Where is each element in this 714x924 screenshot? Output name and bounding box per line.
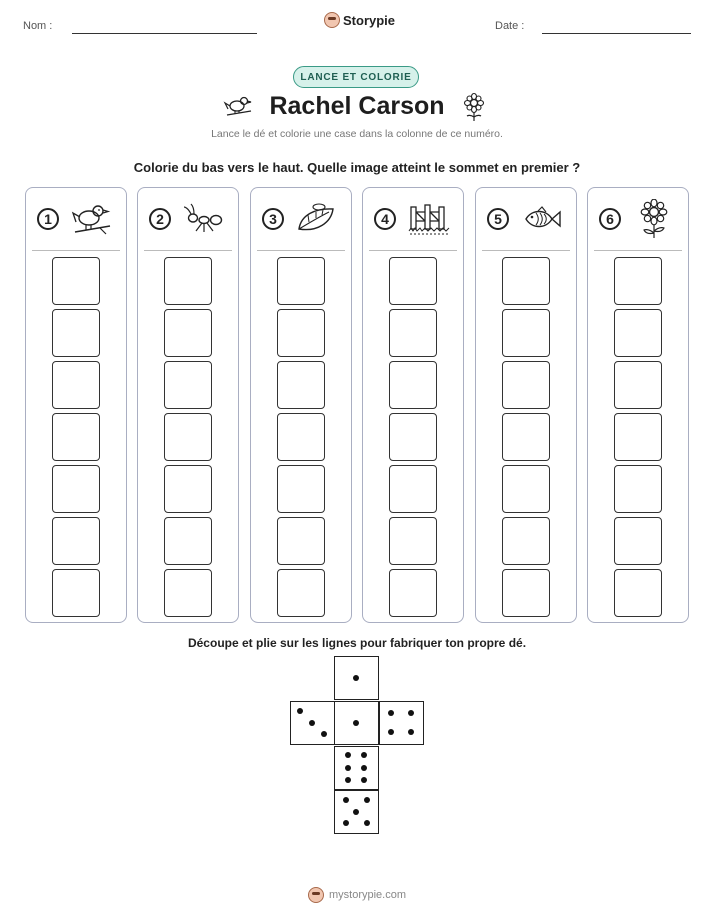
coloring-box[interactable]	[277, 413, 325, 461]
coloring-box[interactable]	[502, 413, 550, 461]
page-title: Rachel Carson	[269, 92, 445, 120]
column-1	[25, 187, 127, 623]
die-pip	[309, 720, 315, 726]
die-pip	[345, 777, 351, 783]
coloring-box[interactable]	[389, 361, 437, 409]
die-pip	[408, 729, 414, 735]
column-divider	[594, 250, 682, 251]
column-3	[250, 187, 352, 623]
column-number: 2	[149, 208, 171, 230]
die-pip	[361, 752, 367, 758]
game-instruction: Colorie du bas vers le haut. Quelle image atteint le sommet en premier ?	[133, 160, 581, 175]
coloring-box[interactable]	[277, 361, 325, 409]
flower-icon	[460, 92, 488, 122]
column-number: 3	[262, 208, 284, 230]
coloring-box[interactable]	[502, 309, 550, 357]
fence-icon	[407, 199, 451, 239]
coloring-box[interactable]	[52, 309, 100, 357]
coloring-box[interactable]	[614, 257, 662, 305]
coloring-box[interactable]	[389, 257, 437, 305]
die-pip	[345, 752, 351, 758]
coloring-box[interactable]	[52, 361, 100, 409]
name-label: Nom :	[23, 20, 53, 32]
column-4	[362, 187, 464, 623]
brand-logo	[324, 12, 395, 28]
die-face-6	[334, 746, 379, 790]
date-label: Date :	[495, 20, 525, 32]
column-2	[137, 187, 239, 623]
die-pip	[353, 675, 359, 681]
die-face-1	[334, 656, 379, 700]
die-pip	[353, 720, 359, 726]
die-pip	[364, 797, 370, 803]
coloring-box[interactable]	[277, 517, 325, 565]
column-5	[475, 187, 577, 623]
coloring-box[interactable]	[389, 569, 437, 617]
coloring-box[interactable]	[277, 465, 325, 513]
coloring-box[interactable]	[502, 361, 550, 409]
coloring-box[interactable]	[164, 465, 212, 513]
coloring-box[interactable]	[502, 517, 550, 565]
name-line[interactable]	[72, 33, 257, 34]
die-pip	[343, 820, 349, 826]
die-face-1	[334, 701, 379, 745]
column-number: 4	[374, 208, 396, 230]
storypie-logo-icon	[324, 12, 340, 28]
ant-icon	[182, 199, 226, 239]
storypie-logo-icon	[308, 887, 324, 903]
coloring-box[interactable]	[389, 517, 437, 565]
coloring-box[interactable]	[277, 257, 325, 305]
bird-icon	[70, 199, 114, 239]
coloring-box[interactable]	[52, 465, 100, 513]
die-pip	[361, 777, 367, 783]
die-face-5	[334, 790, 379, 834]
coloring-box[interactable]	[164, 413, 212, 461]
column-divider	[482, 250, 570, 251]
coloring-box[interactable]	[614, 465, 662, 513]
coloring-box[interactable]	[502, 465, 550, 513]
footer-url[interactable]: mystorypie.com	[328, 889, 407, 901]
coloring-box[interactable]	[389, 413, 437, 461]
die-pip	[361, 765, 367, 771]
die-instruction: Découpe et plie sur les lignes pour fabriquer ton propre dé.	[187, 636, 527, 650]
die-face-4	[379, 701, 424, 745]
subtitle: Lance le dé et colorie une case dans la colonne de ce numéro.	[211, 128, 503, 140]
die-pip	[388, 729, 394, 735]
die-pip	[364, 820, 370, 826]
die-pip	[408, 710, 414, 716]
leaf-icon	[295, 199, 339, 239]
coloring-box[interactable]	[164, 517, 212, 565]
coloring-box[interactable]	[52, 517, 100, 565]
footer	[0, 887, 714, 903]
coloring-box[interactable]	[277, 569, 325, 617]
die-face-3	[290, 701, 335, 745]
activity-badge: LANCE ET COLORIE	[293, 66, 419, 88]
coloring-box[interactable]	[164, 569, 212, 617]
die-pip	[297, 708, 303, 714]
coloring-box[interactable]	[614, 413, 662, 461]
die-pip	[345, 765, 351, 771]
die-pip	[321, 731, 327, 737]
coloring-box[interactable]	[502, 257, 550, 305]
coloring-box[interactable]	[164, 361, 212, 409]
coloring-box[interactable]	[614, 569, 662, 617]
flower-icon	[632, 199, 676, 239]
coloring-box[interactable]	[164, 257, 212, 305]
fish-icon	[520, 199, 564, 239]
coloring-box[interactable]	[52, 569, 100, 617]
die-pip	[388, 710, 394, 716]
column-number: 6	[599, 208, 621, 230]
coloring-box[interactable]	[614, 517, 662, 565]
coloring-box[interactable]	[389, 309, 437, 357]
die-pip	[343, 797, 349, 803]
column-divider	[257, 250, 345, 251]
coloring-box[interactable]	[52, 413, 100, 461]
coloring-box[interactable]	[614, 361, 662, 409]
coloring-box[interactable]	[389, 465, 437, 513]
coloring-box[interactable]	[277, 309, 325, 357]
brand-name: Storypie	[343, 12, 396, 28]
column-divider	[144, 250, 232, 251]
column-6	[587, 187, 689, 623]
die-pip	[353, 809, 359, 815]
column-number: 1	[37, 208, 59, 230]
coloring-box[interactable]	[614, 309, 662, 357]
date-line[interactable]	[542, 33, 691, 34]
column-number: 5	[487, 208, 509, 230]
column-divider	[32, 250, 120, 251]
coloring-box[interactable]	[52, 257, 100, 305]
column-divider	[369, 250, 457, 251]
coloring-box[interactable]	[502, 569, 550, 617]
coloring-box[interactable]	[164, 309, 212, 357]
